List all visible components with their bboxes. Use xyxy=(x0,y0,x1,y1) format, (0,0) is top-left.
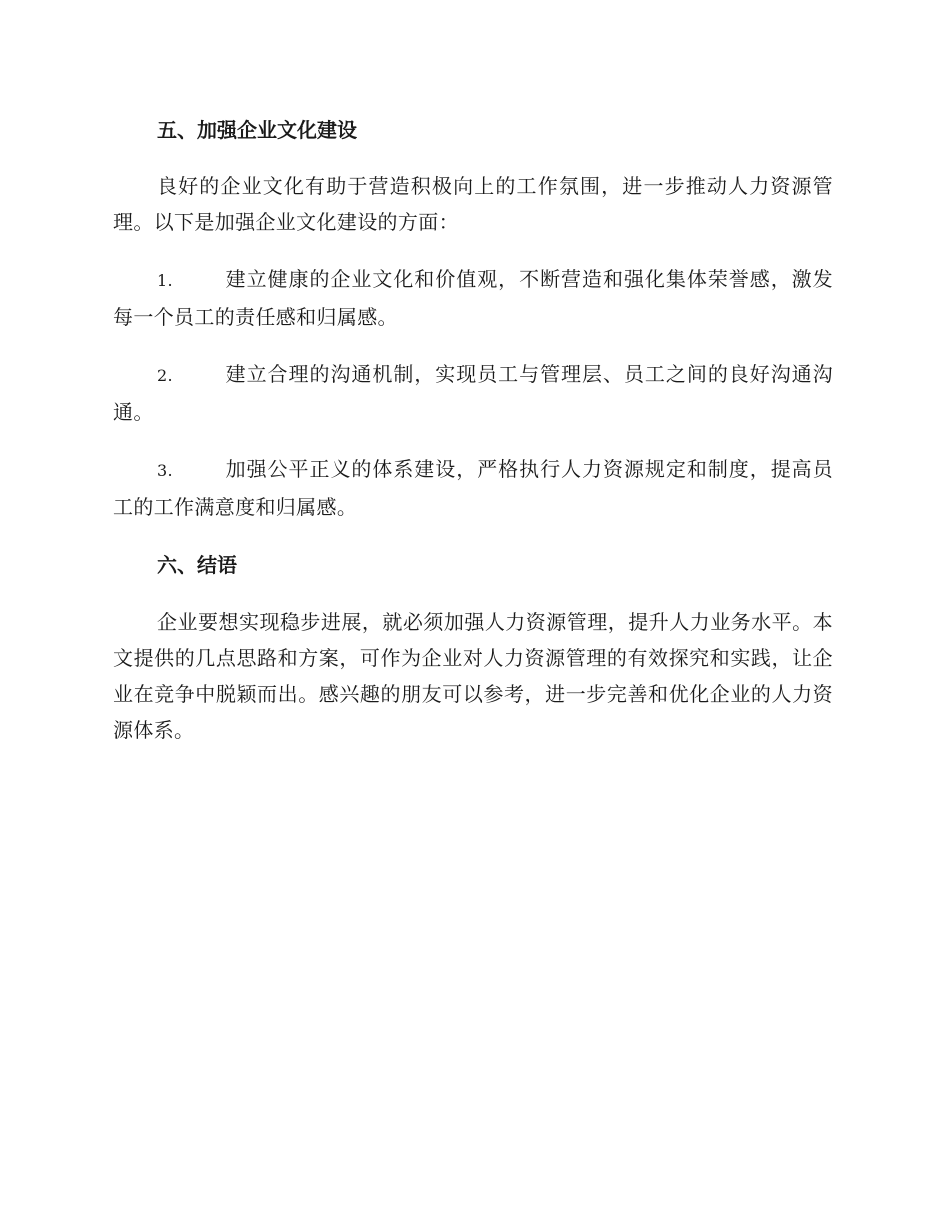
section-heading-conclusion: 六、结语 xyxy=(157,553,237,577)
list-item-number: 3. xyxy=(157,461,173,480)
document-body xyxy=(113,112,833,748)
conclusion-paragraph: 企业要想实现稳步进展，就必须加强人力资源管理，提升人力业务水平。本文提供的几点思路和方案，可作为企业对人力资源管理的有效探究和实践，让企业在竞争中脱颖而出。感兴趣的朋友可以参考，进一步完善和优化企业的人力资源体系。 xyxy=(113,610,833,742)
section-heading-culture: 五、加强企业文化建设 xyxy=(157,118,357,142)
list-item-text: 加强公平正义的体系建设，严格执行人力资源规定和制度，提高员工的工作满意度和归属感。 xyxy=(113,457,833,519)
list-item-text: 建立健康的企业文化和价值观，不断营造和强化集体荣誉感，激发每一个员工的责任感和归属感。 xyxy=(113,267,833,329)
list-item-text: 建立合理的沟通机制，实现员工与管理层、员工之间的良好沟通沟通。 xyxy=(113,362,833,424)
list-item-number: 1. xyxy=(157,271,173,290)
list-item-number: 2. xyxy=(157,366,173,385)
list-item xyxy=(113,356,833,430)
section-intro-paragraph: 良好的企业文化有助于营造积极向上的工作氛围，进一步推动人力资源管理。以下是加强企业文化建设的方面： xyxy=(113,174,833,234)
list-item xyxy=(113,261,833,335)
list-item xyxy=(113,451,833,525)
